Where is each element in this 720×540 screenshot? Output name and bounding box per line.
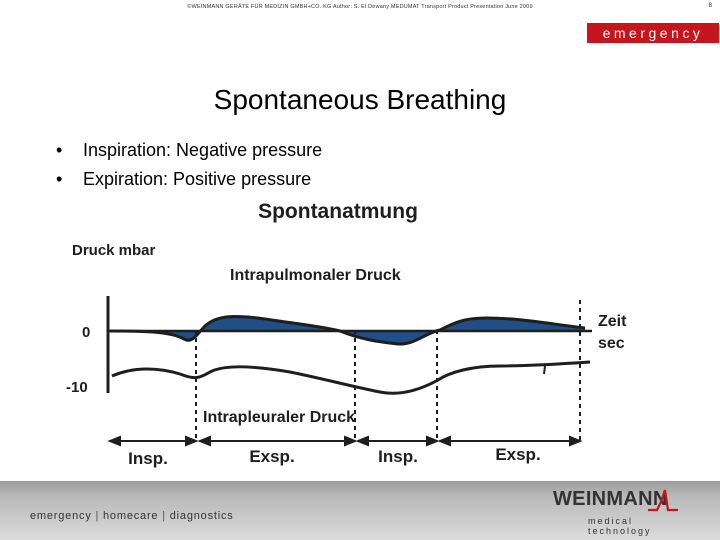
bullet-item-inspiration (56, 140, 322, 169)
time-label-zeit: Zeit (598, 313, 627, 330)
logo-waveform-icon (648, 488, 678, 514)
page-number: 8 (708, 3, 712, 9)
intrapulmonary-label: Intrapulmonaler Druck (230, 267, 401, 284)
time-label-sec: sec (598, 335, 625, 352)
phase-label-exsp-2: Exsp. (495, 445, 541, 464)
footer-separator: | (162, 510, 166, 522)
tick-minus-ten: -10 (66, 379, 88, 396)
bullet-text: Expiration: Positive pressure (83, 169, 312, 189)
footer-link-diagnostics[interactable]: diagnostics (169, 510, 234, 522)
footer-nav (30, 510, 234, 522)
bullet-symbol: • (56, 140, 63, 160)
footer-link-homecare[interactable]: homecare (103, 510, 159, 522)
bullet-symbol: • (56, 169, 63, 189)
header-copyright-note: ©WEINMANN GERÄTE FÜR MEDIZIN GMBH+CO. KG Author: S. El Dewany MEDUMAT Transport Product Presentation June 2009 (187, 4, 533, 10)
slide-title: Spontaneous Breathing (213, 84, 507, 115)
small-tick-mark (544, 366, 545, 374)
logo-wordmark: WEINMANN (553, 488, 668, 510)
footer-link-emergency[interactable]: emergency (30, 510, 92, 522)
phase-arrows (110, 437, 580, 445)
phase-label-insp-2: Insp. (378, 447, 418, 466)
bullet-text: Inspiration: Negative pressure (83, 140, 323, 160)
intrapleural-label: Intrapleuraler Druck (203, 409, 356, 426)
tick-zero: 0 (82, 324, 91, 341)
bullet-list (56, 140, 322, 198)
spontaneous-breathing-diagram (60, 195, 627, 470)
diagram-title: Spontanatmung (258, 200, 418, 223)
phase-label-insp-1: Insp. (128, 449, 168, 468)
weinmann-logo (553, 488, 693, 536)
logo-subtitle: medical technology (588, 516, 652, 536)
bullet-item-expiration (56, 169, 322, 198)
intrapleural-pressure-curve (112, 362, 590, 393)
phase-label-exsp-1: Exsp. (249, 447, 295, 466)
emergency-brand-tag: emergency (587, 23, 719, 43)
footer-separator: | (95, 510, 100, 522)
y-axis-label: Druck mbar (72, 242, 156, 259)
